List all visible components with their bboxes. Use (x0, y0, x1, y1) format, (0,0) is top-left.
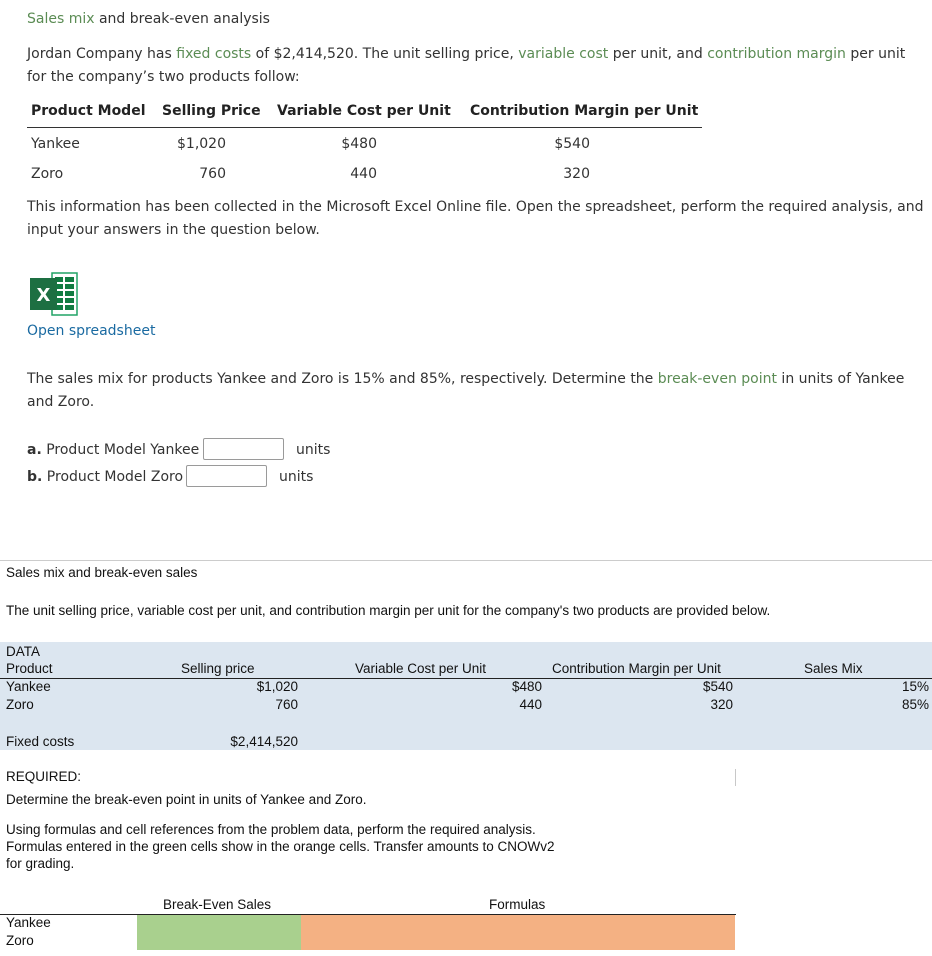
result-header-break-even: Break-Even Sales (163, 897, 272, 912)
spreadsheet-title: Sales mix and break-even sales (6, 565, 198, 580)
row-zoro-price: 760 (199, 166, 226, 182)
xl-fixed-costs-value: $2,414,520 (230, 734, 298, 749)
open-spreadsheet-link[interactable]: Open spreadsheet (27, 323, 156, 339)
required-text: Determine the break-even point in units of Yankee and Zoro. (6, 792, 367, 807)
result-row-zoro: Zoro (6, 933, 34, 948)
xl-row-zoro-cm: 320 (710, 697, 733, 712)
xl-row-zoro-name: Zoro (6, 697, 34, 712)
zoro-units-input[interactable] (186, 465, 267, 487)
xl-row-zoro-variable: 440 (519, 697, 542, 712)
result-header-formulas: Formulas (489, 897, 546, 912)
orange-formula-cells (301, 915, 735, 950)
result-row-yankee: Yankee (6, 915, 51, 930)
data-label: DATA (6, 644, 41, 659)
row-zoro-cm: 320 (563, 166, 590, 182)
break-even-term[interactable]: break-even point (657, 371, 777, 387)
sales-mix-paragraph: The sales mix for products Yankee and Zoro is 15% and 85%, respectively. Determine the break-even point in units of Yankee and Zoro. (27, 371, 905, 410)
excel-icon[interactable] (30, 270, 80, 318)
info-paragraph: This information has been collected in the Microsoft Excel Online file. Open the spreadsheet, perform the required analysis, and input your answers in the question below. (27, 199, 924, 238)
yankee-units-input[interactable] (203, 438, 284, 460)
xl-row-yankee-price: $1,020 (256, 679, 298, 694)
row-yankee-name: Yankee (31, 136, 80, 152)
xl-row-yankee-name: Yankee (6, 679, 51, 694)
data-band (0, 642, 932, 750)
required-label: REQUIRED: (6, 769, 82, 784)
xl-row-zoro-price: 760 (275, 697, 298, 712)
row-yankee-price: $1,020 (177, 136, 226, 152)
xl-header-selling-price: Selling price (181, 661, 255, 676)
problem-title: Sales mix and break-even analysis (27, 11, 270, 27)
xl-header-variable-cost: Variable Cost per Unit (355, 661, 487, 676)
answer-a-unit: units (296, 442, 331, 458)
answer-b-unit: units (279, 469, 314, 485)
green-input-cells[interactable] (137, 915, 301, 950)
sales-mix-term[interactable]: Sales mix (27, 11, 95, 27)
xl-header-product: Product (6, 661, 53, 676)
xl-header-sales-mix: Sales Mix (804, 661, 863, 676)
xl-cell-border (735, 769, 736, 786)
header-selling-price: Selling Price (162, 103, 261, 119)
row-zoro-variable: 440 (350, 166, 377, 182)
contribution-margin-term[interactable]: contribution margin (707, 46, 846, 62)
section-divider (0, 560, 932, 561)
instructions: Using formulas and cell references from the problem data, perform the required analysis. Formulas entered in the green cells show in the orange cells. Transfer amounts to CNOWv2 for grading. (6, 822, 555, 871)
spreadsheet-description: The unit selling price, variable cost per unit, and contribution margin per unit for the company's two products are provided below. (6, 603, 771, 618)
row-yankee-cm: $540 (554, 136, 590, 152)
table-divider (27, 127, 702, 128)
header-variable-cost: Variable Cost per Unit (277, 103, 451, 119)
xl-row-yankee-variable: $480 (511, 679, 542, 694)
xl-row-yankee-cm: $540 (702, 679, 733, 694)
row-zoro-name: Zoro (31, 166, 64, 182)
header-contribution-margin: Contribution Margin per Unit (470, 103, 699, 119)
xl-fixed-costs-label: Fixed costs (6, 734, 75, 749)
svg-text:X: X (36, 285, 51, 306)
answer-b-label: b. Product Model Zoro (27, 469, 184, 485)
xl-row-yankee-mix: 15% (901, 679, 929, 694)
xl-header-contribution-margin: Contribution Margin per Unit (552, 661, 721, 676)
answer-a-label: a. Product Model Yankee (27, 442, 200, 458)
variable-cost-term[interactable]: variable cost (518, 46, 609, 62)
xl-row-zoro-mix: 85% (901, 697, 929, 712)
intro-paragraph: Jordan Company has fixed costs of $2,414,520. The unit selling price, variable cost per unit, and contribution margin per unit for the company’s two products follow: (27, 46, 906, 85)
header-product-model: Product Model (31, 103, 146, 119)
fixed-costs-term[interactable]: fixed costs (176, 46, 252, 62)
row-yankee-variable: $480 (341, 136, 377, 152)
